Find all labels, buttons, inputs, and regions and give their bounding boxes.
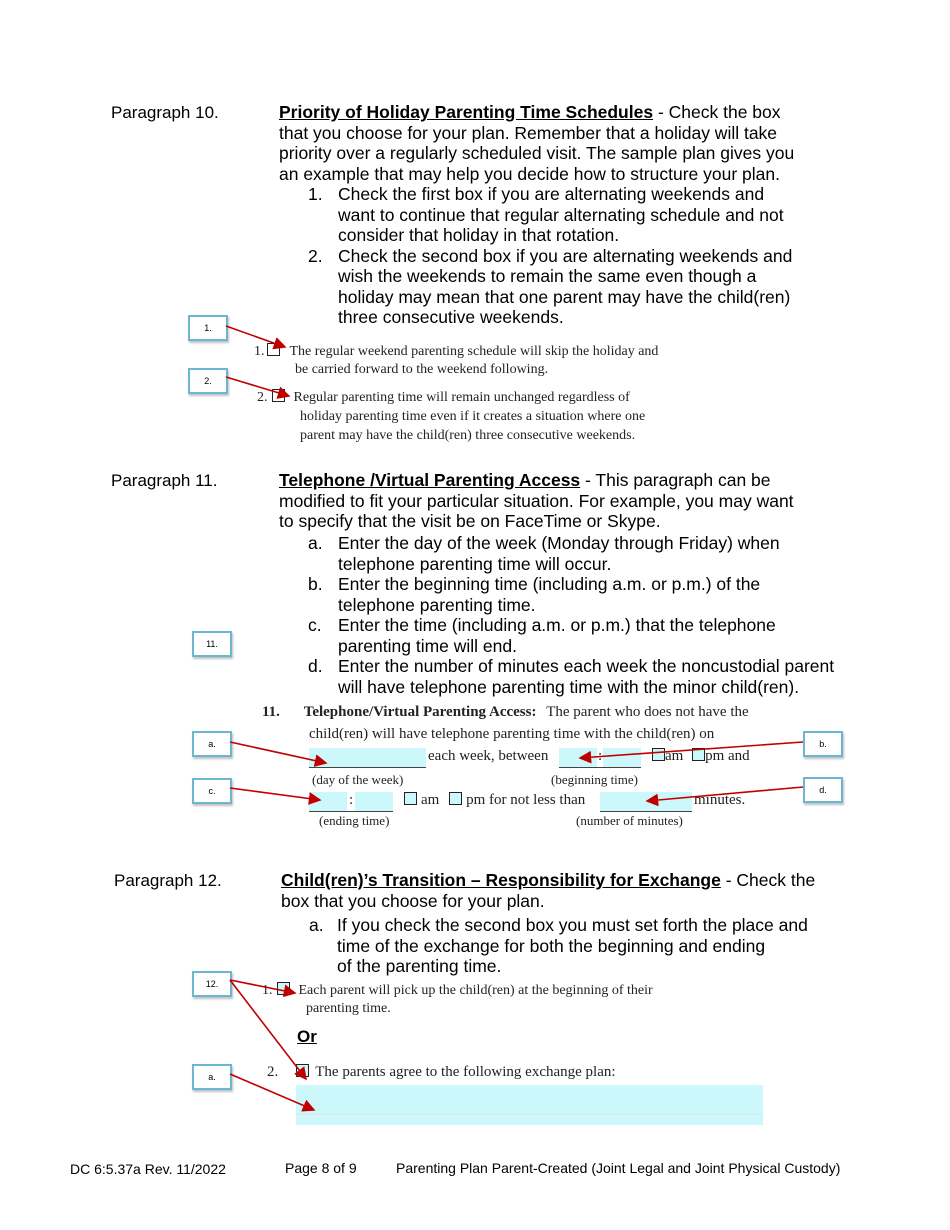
p11-intro: Telephone /Virtual Parenting Access - This paragraph can be modified to fit your particular situation. For example, you may want to specify that the visit be on FaceTime or Skype. [279, 470, 794, 531]
callout-p11-b: b. [803, 731, 843, 757]
p10-label: Paragraph 10. [111, 103, 219, 122]
callout-p11-c: c. [192, 778, 232, 804]
p11-label: Paragraph 11. [111, 471, 218, 490]
list-item: d. Enter the number of minutes each week the noncustodial parent will have telephone parenting time with the minor child(ren). [308, 656, 835, 697]
p10-sample-option-1: 1. The regular weekend parenting schedule will skip the holiday and [254, 344, 659, 359]
arrow-p11-b [580, 742, 803, 758]
begin-ampm: am pm and [652, 748, 750, 765]
list-item: 2. Check the second box if you are alternating weekends and wish the weekends to remain the same even though a holiday may mean that one parent may have the child(ren) three consecutive weekends. [308, 245, 793, 327]
list-item: 1. Check the first box if you are alternating weekends and want to continue that regular alternating schedule and not consider that holiday in that rotation. [308, 184, 784, 245]
arrow-p11-d [647, 787, 803, 801]
callout-p11-d: d. [803, 777, 843, 803]
callout-p10-1: 1. [188, 315, 228, 341]
callout-p12-a: a. [192, 1064, 232, 1090]
arrow-p12-2 [230, 980, 306, 1079]
arrow-p11-c [230, 788, 320, 800]
footer-form-id: DC 6:5.37a Rev. 11/2022 [70, 1161, 226, 1177]
or-label: Or [297, 1027, 317, 1046]
callout-p12-main: 12. [192, 971, 232, 997]
p10-sample-option-2: 2. Regular parenting time will remain unchanged regardless of [257, 390, 630, 405]
list-item: b. Enter the beginning time (including a.m. or p.m.) of the telephone parenting time. [308, 574, 761, 615]
footer-doc-title: Parenting Plan Parent-Created (Joint Legal and Joint Physical Custody) [396, 1160, 841, 1176]
p12-label: Paragraph 12. [114, 871, 222, 890]
arrow-p11-a [230, 742, 326, 763]
callout-p11-a: a. [192, 731, 232, 757]
end-ampm: am pm for not less than [404, 792, 585, 809]
p10-intro: Priority of Holiday Parenting Time Schedules - Check the box that you choose for your plan. Remember that a holiday will take priority over a regularly scheduled visit. The sample plan gives you an example that may help you decide how to structure your plan. [279, 102, 795, 184]
list-item: a. Enter the day of the week (Monday through Friday) when telephone parenting time will occur. [308, 533, 780, 574]
p12-intro: Child(ren)’s Transition – Responsibility for Exchange - Check the box that you choose for your plan. [281, 870, 816, 911]
list-item: c. Enter the time (including a.m. or p.m.) that the telephone parenting time will end. [308, 615, 776, 656]
callout-p10-2: 2. [188, 368, 228, 394]
p12-sample-option-1: 1. Each parent will pick up the child(ren) at the beginning of their [262, 983, 653, 998]
p12-sample-option-2: 2. The parents agree to the following exchange plan: [267, 1064, 616, 1080]
p10-title: Priority of Holiday Parenting Time Schedules [279, 102, 654, 122]
arrow-p10-2 [226, 377, 289, 396]
list-item: a. If you check the second box you must set forth the place and time of the exchange for both the beginning and ending of the parenting time. [309, 915, 808, 976]
callout-p11-main: 11. [192, 631, 232, 657]
p11-sample-heading: 11. Telephone/Virtual Parenting Access: The parent who does not have the [262, 704, 749, 720]
p12-title: Child(ren)’s Transition – Responsibility for Exchange [281, 870, 721, 890]
footer-page-number: Page 8 of 9 [285, 1160, 357, 1176]
arrow-p12-a [230, 1074, 314, 1110]
arrow-p10-1 [226, 326, 285, 347]
p11-title: Telephone /Virtual Parenting Access [279, 470, 581, 490]
arrow-p12-1 [230, 980, 295, 993]
